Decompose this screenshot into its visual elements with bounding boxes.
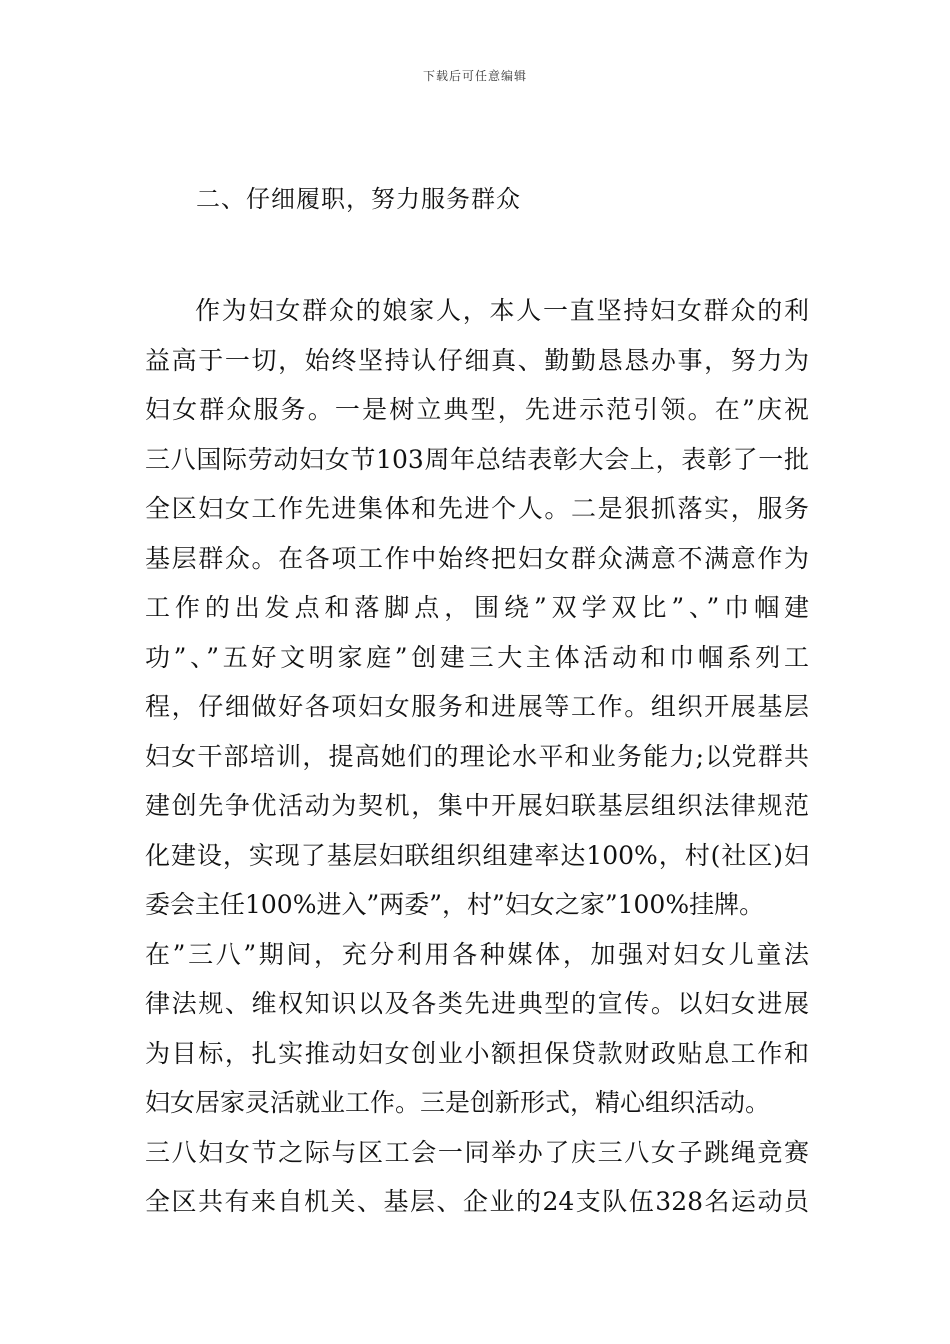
paragraph-line: 建创先争优活动为契机，集中开展妇联基层组织法律规范	[145, 791, 809, 820]
paragraph-line: 工作的出发点和落脚点，围绕”双学双比”、”巾帼建	[145, 593, 809, 622]
paragraph-line: 妇女群众服务。一是树立典型，先进示范引领。在”庆祝	[145, 395, 809, 424]
paragraph-line: 律法规、维权知识以及各类先进典型的宣传。以妇女进展	[145, 989, 809, 1018]
paragraph-line: 三八妇女节之际与区工会一同举办了庆三八女子跳绳竞赛	[145, 1137, 809, 1167]
paragraph-line: 益高于一切，始终坚持认仔细真、勤勤恳恳办事，努力为	[145, 345, 809, 375]
paragraph-line: 为目标，扎实推动妇女创业小额担保贷款财政贴息工作和	[145, 1038, 809, 1068]
section-heading: 二、仔细履职，努力服务群众	[196, 185, 521, 213]
paragraph-line: 基层群众。在各项工作中始终把妇女群众满意不满意作为	[145, 543, 809, 573]
paragraph-line: 功”、”五好文明家庭”创建三大主体活动和巾帼系列工	[145, 642, 809, 672]
paragraph-line: 三八国际劳动妇女节103周年总结表彰大会上，表彰了一批	[145, 444, 809, 474]
header-note: 下载后可任意编辑	[422, 69, 527, 83]
paragraph-line: 程，仔细做好各项妇女服务和进展等工作。组织开展基层	[145, 692, 809, 721]
body-paragraph	[145, 286, 809, 1227]
paragraph-line: 妇女居家灵活就业工作。三是创新形式，精心组织活动。	[145, 1088, 771, 1117]
paragraph-line: 全区共有来自机关、基层、企业的24支队伍328名运动员	[145, 1187, 809, 1216]
paragraph-line: 全区妇女工作先进集体和先进个人。二是狠抓落实，服务	[145, 494, 809, 523]
paragraph-line: 化建设，实现了基层妇联组织组建率达100%，村(社区)妇	[145, 840, 809, 870]
paragraph-line: 作为妇女群众的娘家人，本人一直坚持妇女群众的利	[195, 296, 809, 325]
paragraph-line: 委会主任100%进入”两委”，村”妇女之家”100%挂牌。	[145, 890, 765, 919]
paragraph-line: 妇女干部培训，提高她们的理论水平和业务能力;以党群共	[145, 741, 809, 771]
paragraph-line: 在”三八”期间，充分利用各种媒体，加强对妇女儿童法	[145, 939, 809, 969]
